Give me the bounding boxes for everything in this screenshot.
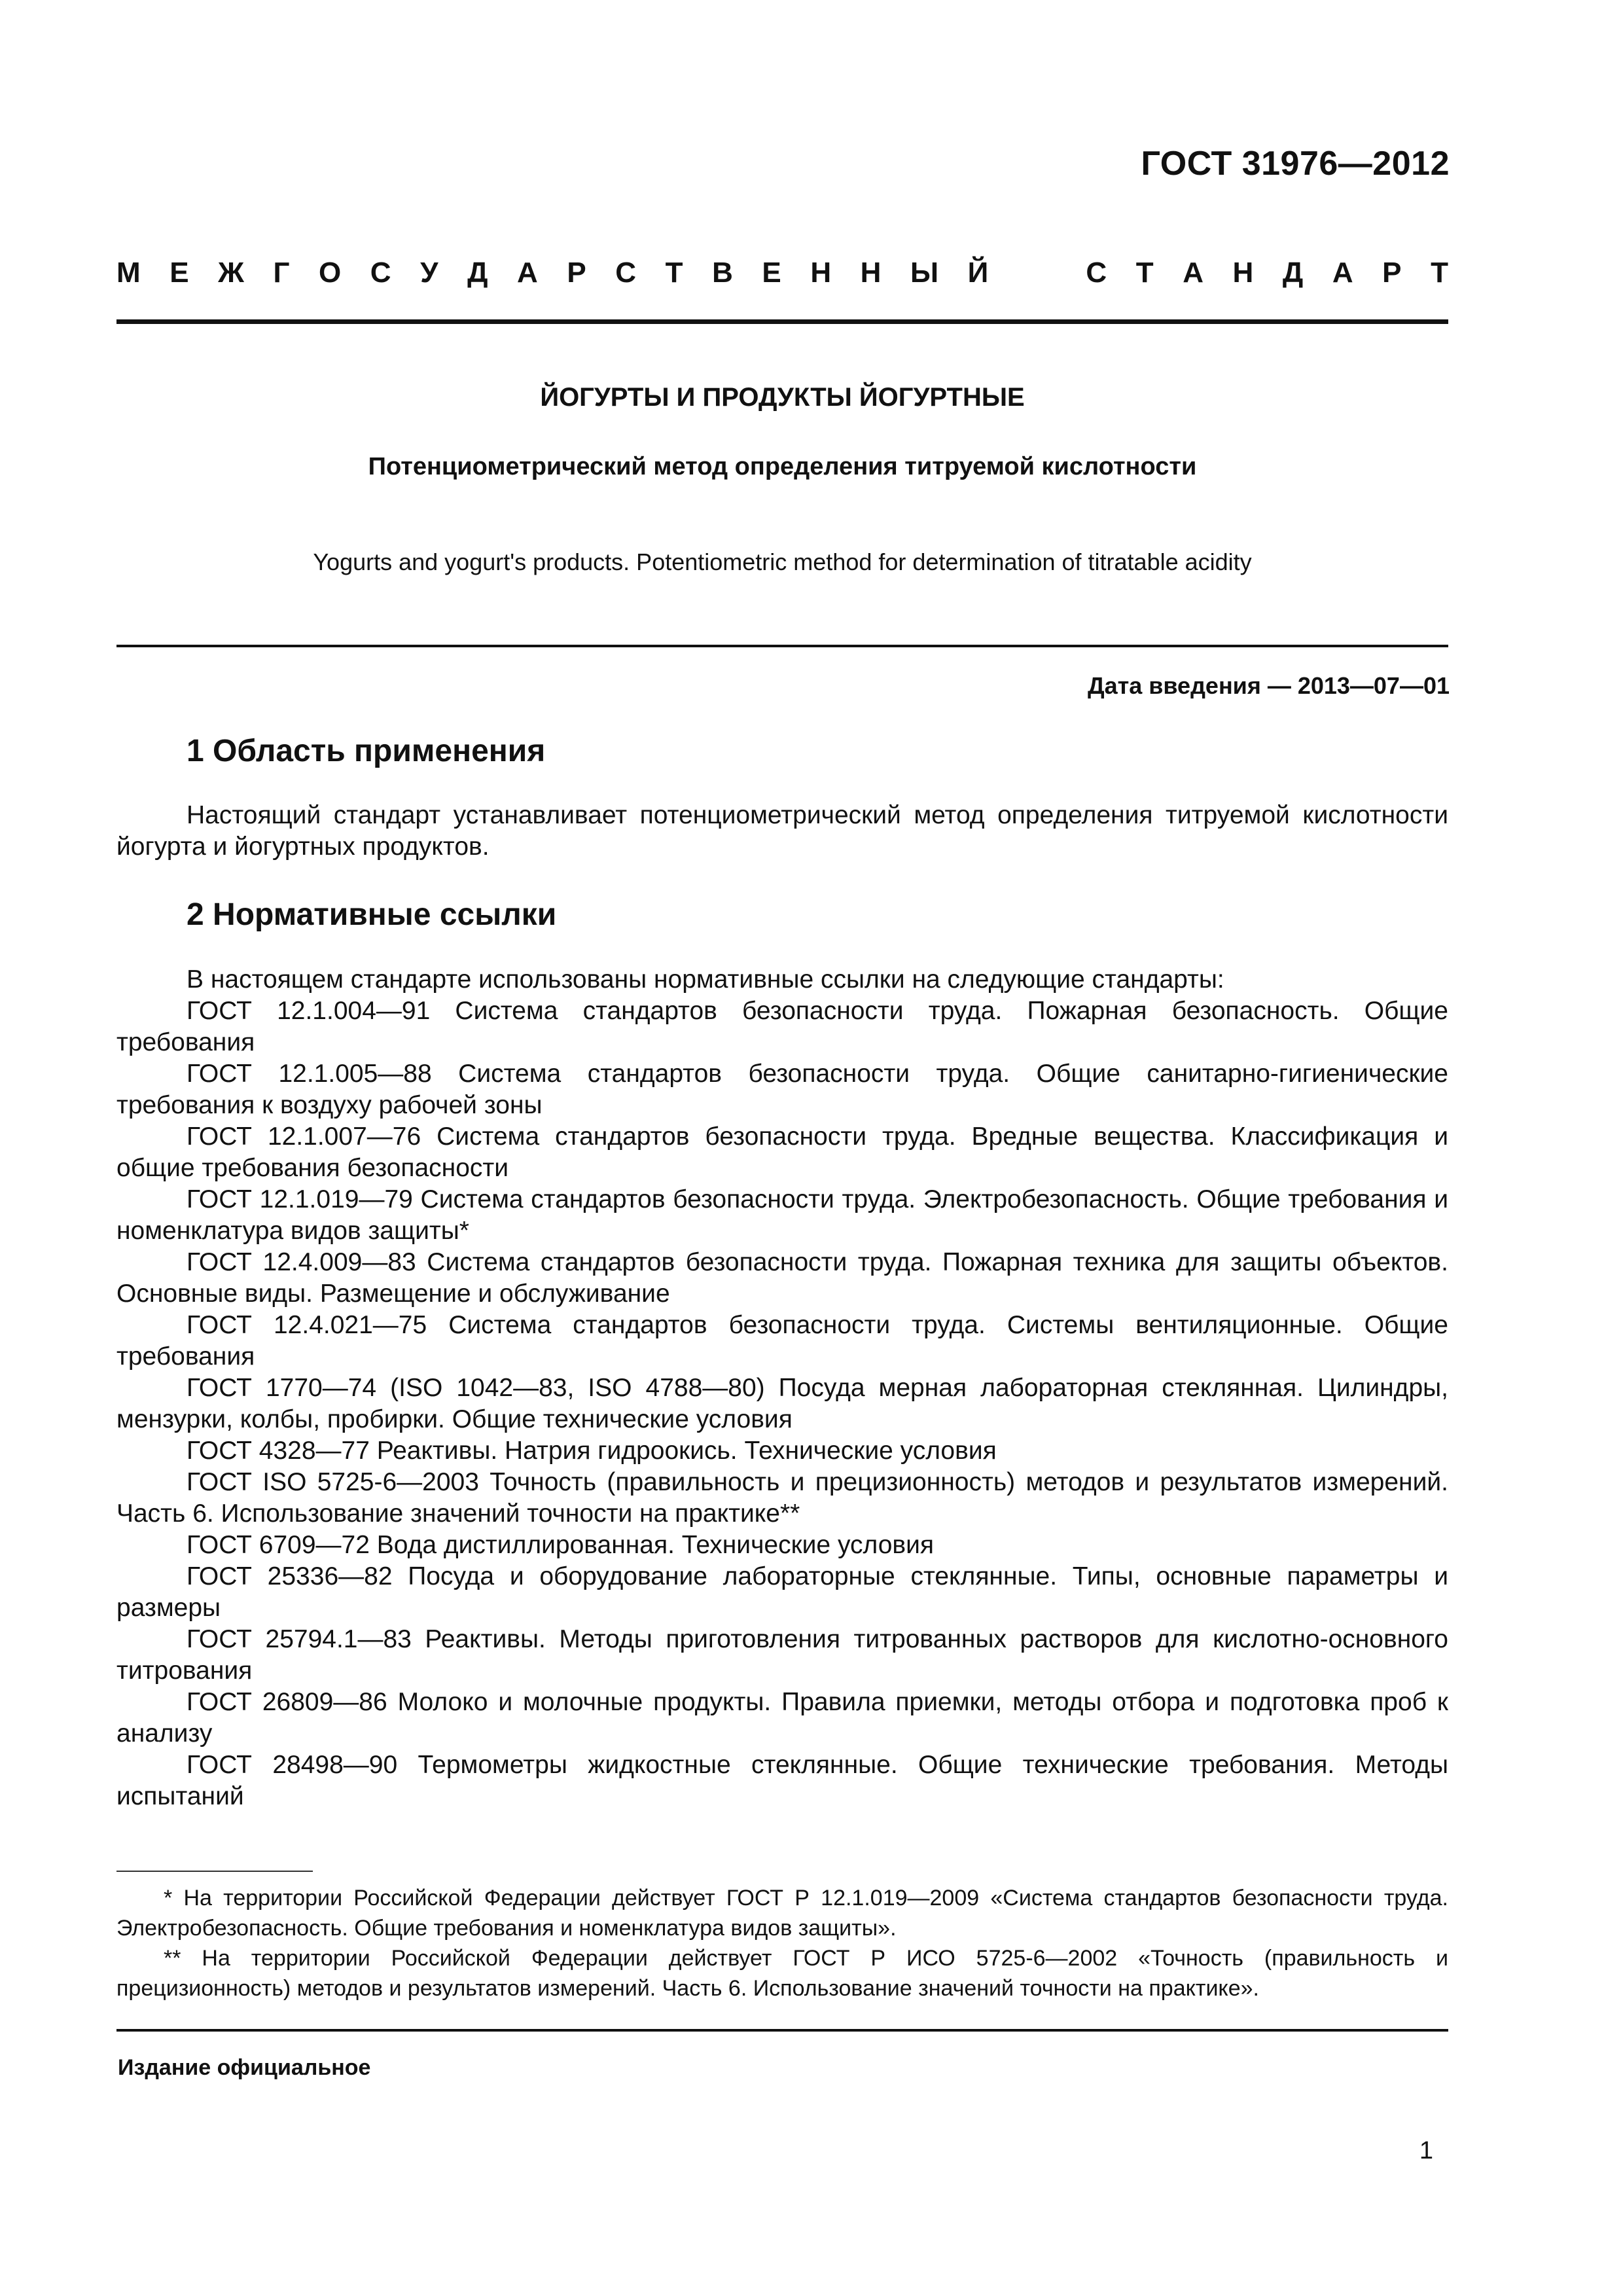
document-title: ЙОГУРТЫ И ПРОДУКТЫ ЙОГУРТНЫЕ bbox=[540, 383, 1025, 412]
heading-letter: Ы bbox=[910, 257, 939, 289]
heading-letter: Т bbox=[1431, 257, 1448, 289]
section-1-paragraph: Настоящий стандарт устанавливает потенциометрический метод определения титруемой кислотности йогурта и йогуртных продуктов. bbox=[116, 801, 1448, 861]
heading-letter: Р bbox=[1382, 257, 1402, 289]
document-subtitle: Потенциометрический метод определения титруемой кислотности bbox=[368, 453, 1197, 480]
reference-item: ГОСТ 4328—77 Реактивы. Натрия гидроокись. Технические условия bbox=[187, 1437, 997, 1465]
section-1-heading: 1 Область применения bbox=[187, 734, 546, 768]
heading-letter: Р bbox=[567, 257, 586, 289]
section-2-body bbox=[116, 964, 1448, 1812]
reference-item: ГОСТ 6709—72 Вода дистиллированная. Технические условия bbox=[187, 1531, 935, 1559]
page-number: 1 bbox=[1419, 2137, 1433, 2164]
heading-letter: С bbox=[615, 257, 637, 289]
reference-item: ГОСТ 28498—90 Термометры жидкостные стеклянные. Общие технические требования. Методы испытаний bbox=[116, 1751, 1448, 1810]
reference-item: ГОСТ 12.4.009—83 Система стандартов безопасности труда. Пожарная техника для защиты объектов. Основные виды. Размещение и обслуживание bbox=[116, 1248, 1448, 1308]
section-2-intro: В настоящем стандарте использованы нормативные ссылки на следующие стандарты: bbox=[187, 965, 1224, 994]
introduction-date: Дата введения — 2013—07—01 bbox=[1087, 672, 1450, 699]
section-1-body bbox=[116, 800, 1448, 863]
heading-letter: Е bbox=[762, 257, 781, 289]
title-divider bbox=[116, 645, 1448, 647]
heading-letter: А bbox=[517, 257, 538, 289]
footnote-1: * На территории Российской Федерации действует ГОСТ Р 12.1.019—2009 «Система стандартов безопасности труда. Электробезопасность. Общие требования и номенклатура видов защиты». bbox=[116, 1886, 1448, 1941]
gost-number: ГОСТ 31976—2012 bbox=[1141, 145, 1450, 183]
heading-letter: Й bbox=[967, 257, 989, 289]
footnote-2: ** На территории Российской Федерации действует ГОСТ Р ИСО 5725-6—2002 «Точность (правильность и прецизионность) методов и результатов измерений. Часть 6. Использование значений точности на практике». bbox=[116, 1946, 1448, 2001]
official-edition-label: Издание официальное bbox=[118, 2055, 371, 2080]
heading-letter: Д bbox=[467, 257, 488, 289]
reference-item: ГОСТ 12.1.004—91 Система стандартов безопасности труда. Пожарная безопасность. Общие требования bbox=[116, 997, 1448, 1056]
heading-letter: М bbox=[116, 257, 141, 289]
standard-type-heading bbox=[116, 257, 1448, 289]
heading-letter: С bbox=[1086, 257, 1107, 289]
section-2-heading: 2 Нормативные ссылки bbox=[187, 897, 557, 932]
heading-letter: А bbox=[1332, 257, 1353, 289]
reference-item: ГОСТ 12.1.007—76 Система стандартов безопасности труда. Вредные вещества. Классификация и общие требования безопасности bbox=[116, 1122, 1448, 1182]
heading-letter: Е bbox=[169, 257, 189, 289]
heading-letter: У bbox=[420, 257, 438, 289]
word-gap bbox=[1018, 257, 1057, 289]
heading-letter: Т bbox=[665, 257, 683, 289]
heading-letter: В bbox=[712, 257, 733, 289]
footnotes bbox=[116, 1883, 1448, 2003]
reference-item: ГОСТ ISO 5725-6—2003 Точность (правильность и прецизионность) методов и результатов измерений. Часть 6. Использование значений точности на практике** bbox=[116, 1468, 1448, 1528]
english-title: Yogurts and yogurt's products. Potentiometric method for determination of titratable acidity bbox=[313, 548, 1252, 575]
heading-letter: О bbox=[319, 257, 342, 289]
reference-item: ГОСТ 1770—74 (ISO 1042—83, ISO 4788—80) Посуда мерная лабораторная стеклянная. Цилиндры, мензурки, колбы, пробирки. Общие технические условия bbox=[116, 1374, 1448, 1433]
reference-item: ГОСТ 12.4.021—75 Система стандартов безопасности труда. Системы вентиляционные. Общие требования bbox=[116, 1311, 1448, 1371]
reference-list bbox=[116, 996, 1448, 1812]
header-divider bbox=[116, 319, 1448, 324]
heading-letter: Н bbox=[1232, 257, 1254, 289]
heading-letter: Н bbox=[860, 257, 882, 289]
reference-item: ГОСТ 25336—82 Посуда и оборудование лабораторные стеклянные. Типы, основные параметры и размеры bbox=[116, 1562, 1448, 1622]
footer-divider bbox=[116, 2029, 1448, 2032]
heading-letter: Ж bbox=[218, 257, 244, 289]
reference-item: ГОСТ 25794.1—83 Реактивы. Методы приготовления титрованных растворов для кислотно-основного титрования bbox=[116, 1625, 1448, 1685]
footnote-divider bbox=[116, 1871, 313, 1872]
reference-item: ГОСТ 12.1.005—88 Система стандартов безопасности труда. Общие санитарно-гигиенические требования к воздуху рабочей зоны bbox=[116, 1060, 1448, 1119]
heading-letter: А bbox=[1183, 257, 1204, 289]
reference-item: ГОСТ 26809—86 Молоко и молочные продукты. Правила приемки, методы отбора и подготовка проб к анализу bbox=[116, 1688, 1448, 1748]
reference-item: ГОСТ 12.1.019—79 Система стандартов безопасности труда. Электробезопасность. Общие требования и номенклатура видов защиты* bbox=[116, 1185, 1448, 1245]
heading-letter: С bbox=[370, 257, 391, 289]
heading-letter: Г bbox=[273, 257, 290, 289]
heading-letter: Н bbox=[810, 257, 832, 289]
heading-letter: Д bbox=[1282, 257, 1304, 289]
heading-letter: Т bbox=[1135, 257, 1154, 289]
